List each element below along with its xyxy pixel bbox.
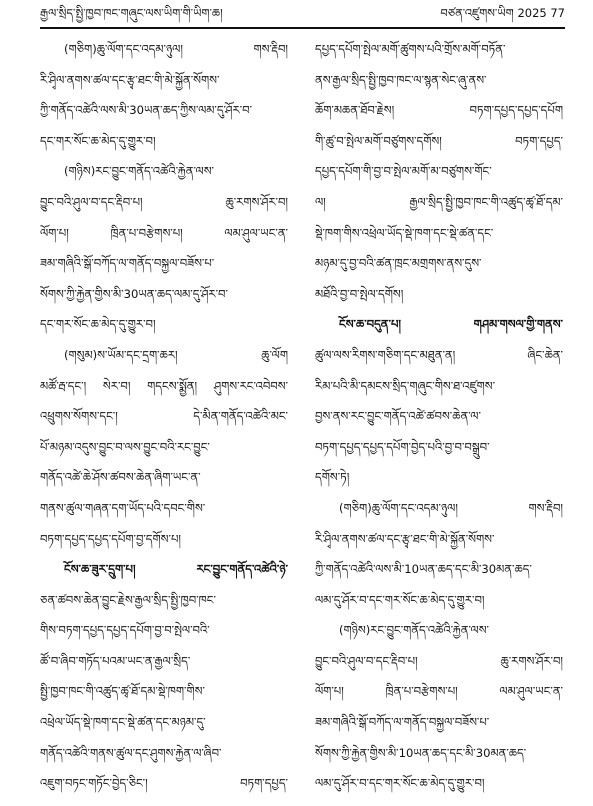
document-title: རྒྱལ་སྲིད་སྤྱི་ཁྱབ་ཁང་གཞུང་ལས་ཡིག་གི་ཡིག་ཆ། [40,5,223,20]
text-line: བཏག་དཔྱད་དཔྱད་དཔོག་བྱ་དགོས་པ། [40,531,181,546]
text-line: སྤྱི་ཁྱབ་ཁང་གི་འཚུད་ཚྭ་ཐོ་དམ་སྡེ་ཁག་གིས་ [40,684,205,699]
text-line: མཚོ་རྦ་དང་། སེར་བ། གདངས་སྨྱོན། ཤུགས་རང་འབེབས་ [40,378,288,393]
text-line: འཕྲེལ་ཡོད་སྡེ་ཁག་དང་སྡེ་ཚན་དང་མཉམ་དུ་ [40,715,206,730]
text-line: དང་གར་སོང་ཆ་མེད་དུ་གྱུར་བ། [40,133,156,148]
document-number: བཙན་འཛུགས་ཡིག 2025 77 [440,5,565,20]
text-line: མཉམ་དུ་བྱ་བའི་ཚན་ཁྲང་མགྲགས་ནས་དུས་ [315,256,482,271]
section-heading-line: ངོས་ཆ་བདུན་པ། གཤམ་གསལ་གྱི་གནས་ [339,317,563,332]
text-line: དང་གར་སོང་ཆ་མེད་དུ་གྱུར་བ། [40,317,156,332]
text-line: ནས་རྒྱལ་སྲིད་སྤྱི་ཁྱབ་ཁང་ལ་སྙན་སེང་ཞུ་ནས་ [315,72,487,87]
text-line: གིས་བཏག་དཔྱད་དཔྱད་དཔོག་བྱ་བ་སྤེལ་བའི་ [40,623,210,638]
text-line: ལམ་དུ་ཤོར་བ་དང་གར་སོང་ཆ་མེད་དུ་གྱུར་བ། [315,592,485,607]
text-line: ལམ་དུ་ཤོར་བ་དང་གར་སོང་ཆ་མེད་དུ་གྱུར་བ། [315,776,485,791]
text-line: གནོད་འཚེ་ཆེ་ཤོས་ཚབས་ཆེན་ཞིག་ཡང་ན་ [40,470,201,485]
text-line: མཐོའི་བྱ་བ་སྤེལ་དགོས། [315,286,404,301]
header-rule [40,27,565,29]
text-line: བྱུང་བའི་ཤུལ་བ་དང་རྡིབ་པ། ཆུ་རགས་ཤོར་བ། [40,194,288,209]
text-line: ཚོ་བ་ཞིབ་གཏོད་པའམ་ཡང་ན་རྒྱལ་སྲིད་ [40,653,191,668]
text-line: ཟམ་གཞིའི་སྒོ་བཀོད་ལ་གནོད་བསྐྱལ་བཟོས་པ་ [315,715,490,730]
text-line: རི་ཤྭིལ་ནགས་ཚལ་དང་རྩྭ་ཐང་གི་མེ་སྐྱོན་སོགས་ [315,531,495,546]
text-line: གནོད་འཚེའི་གནས་ཚུལ་དང་ཤུགས་རྐྱེན་ལ་ཞིབ་ [40,745,222,760]
text-line: རི་ཤྭིལ་ནགས་ཚལ་དང་རྩྭ་ཐང་གི་མེ་སྐྱོན་སོགས་ [40,72,220,87]
page-header [40,6,565,26]
text-line: སོགས་ཀྱི་རྐྱེན་གྱིས་མི་30ཡན་ཆད་ལམ་དུ་ཤོར་བ་ [40,286,228,301]
text-line: གནས་ཚུལ་གཞན་དག་ཡོད་པའི་དབང་གིས་ [40,500,206,515]
text-line: ཚུལ་ལས་རིགས་གཅིག་དང་མཐུན་ན། ཞིང་ཆེན་ [315,347,563,362]
text-line: པོ་མཉམ་འདུས་བྱུང་བ་ལས་བྱུང་བའི་རང་བྱུང་ [40,439,210,454]
text-line: ལོག་པ། ཁྲིན་པ་བརྩེགས་པ། ལམ་ཤུལ་ཡང་ན་ [40,225,288,240]
text-line: (གཅིག)ཆུ་ལོག་དང་འདམ་ཉུལ། གས་རྡིབ། [339,500,563,515]
text-line: རིམ་པའི་མི་དམངས་སྲིད་གཞུང་གིས་ཐ་འཛུགས་ [315,378,496,393]
text-line: དཔྱད་དཔོག་གི་བྱ་བ་སྤེལ་མགོ་མ་བཙུགས་གོང་ [315,164,492,179]
left-text-column [40,34,288,799]
text-line: བྱུང་བའི་ཤུལ་བ་དང་རྡིབ་པ། ཆུ་རགས་ཤོར་བ། [315,653,563,668]
text-line: (གཅིག)ཆུ་ལོག་དང་འདམ་ཉུལ། གས་རྡིབ། [64,42,288,56]
text-line: ཆོག་མཆན་ཐོབ་རྗེས། བཏག་དཔྱད་དཔྱད་དཔོག [315,103,563,118]
text-line: གི་ཚུ་བ་སྤེལ་མགོ་བཙུགས་དགོས། བཏག་དཔྱད་ [315,133,563,148]
text-line: (གཉིས)རང་བྱུང་གནོད་འཚེའི་རྐྱེན་ལས་ [64,164,214,179]
text-line: དཔྱད་དཔོག་སྤེལ་མགོ་ཚུགས་པའི་གྲོས་མགོ་བཏོན་ [315,42,506,56]
text-line: ཟམ་གཞིའི་སྒོ་བཀོད་ལ་གནོད་བསྐྱལ་བཟོས་པ་ [40,256,215,271]
text-line: (གཉིས)རང་བྱུང་གནོད་འཚེའི་རྐྱེན་ལས་ [339,623,489,638]
text-line: འཇུག་བཏང་གཏོང་བྱེད་ཅིང་། བཏག་དཔྱད་ [40,776,288,791]
text-line: སོགས་ཀྱི་རྐྱེན་གྱིས་མི་10ཡན་ཆད་དང་མི་30མན་ཆད་ [315,745,527,760]
text-line: ཀྱི་གནོད་འཚེའི་ལས་མི་30ཡན་ཆད་ཀྱིས་ལམ་དུ་ཤོར་བ་ [40,103,253,118]
text-line: ཅན་ཚབས་ཆེན་བྱུང་རྗེས་རྒྱལ་སྲིད་སྤྱི་ཁྱབ་ཁང་ [40,592,216,607]
text-line: བྱས་ནས་རང་བྱུང་གནོད་འཚེ་ཚབས་ཆེན་ལ་ [315,409,481,424]
text-line: འཕྲུགས་སོགས་དང་། དེ་མིན་གནོད་འཚེའི་མང་ [40,409,288,424]
text-line: དགོས་ཏེ། [315,470,350,485]
text-line: བཏག་དཔྱད་དཔྱད་དཔོག་བྱེད་པའི་བྱ་བ་བསྒྲུབ་ [315,439,490,454]
text-line: (གསུམ)ས་ཡོམ་དང་དྲག་ཆར། ཆུ་ལོག [64,347,288,362]
text-line: ལོག་པ། ཁྲིན་པ་བརྩེགས་པ། ལམ་ཤུལ་ཡང་ན་ [315,684,563,699]
text-line: ཀྱི་གནོད་འཚེའི་ལས་མི་10ཡན་ཆད་དང་མི་30མན་ཆད་ [315,562,532,577]
text-line: ལ། རྒྱལ་སྲིད་སྤྱི་ཁྱབ་ཁང་གི་འཚུད་ཚྭ་ཐོ་དམ་ [315,194,563,209]
right-text-column [315,34,563,799]
section-heading-line: ངོས་ཆ་ཟུར་དྲུག་པ། རང་བྱུང་གནོད་འཚེའི་ཉེ་ [64,562,288,577]
text-line: སྡེ་ཁག་གིས་འཕྲེལ་ཡོད་སྡེ་ཁག་དང་སྡེ་ཚན་དང་ [315,225,494,240]
